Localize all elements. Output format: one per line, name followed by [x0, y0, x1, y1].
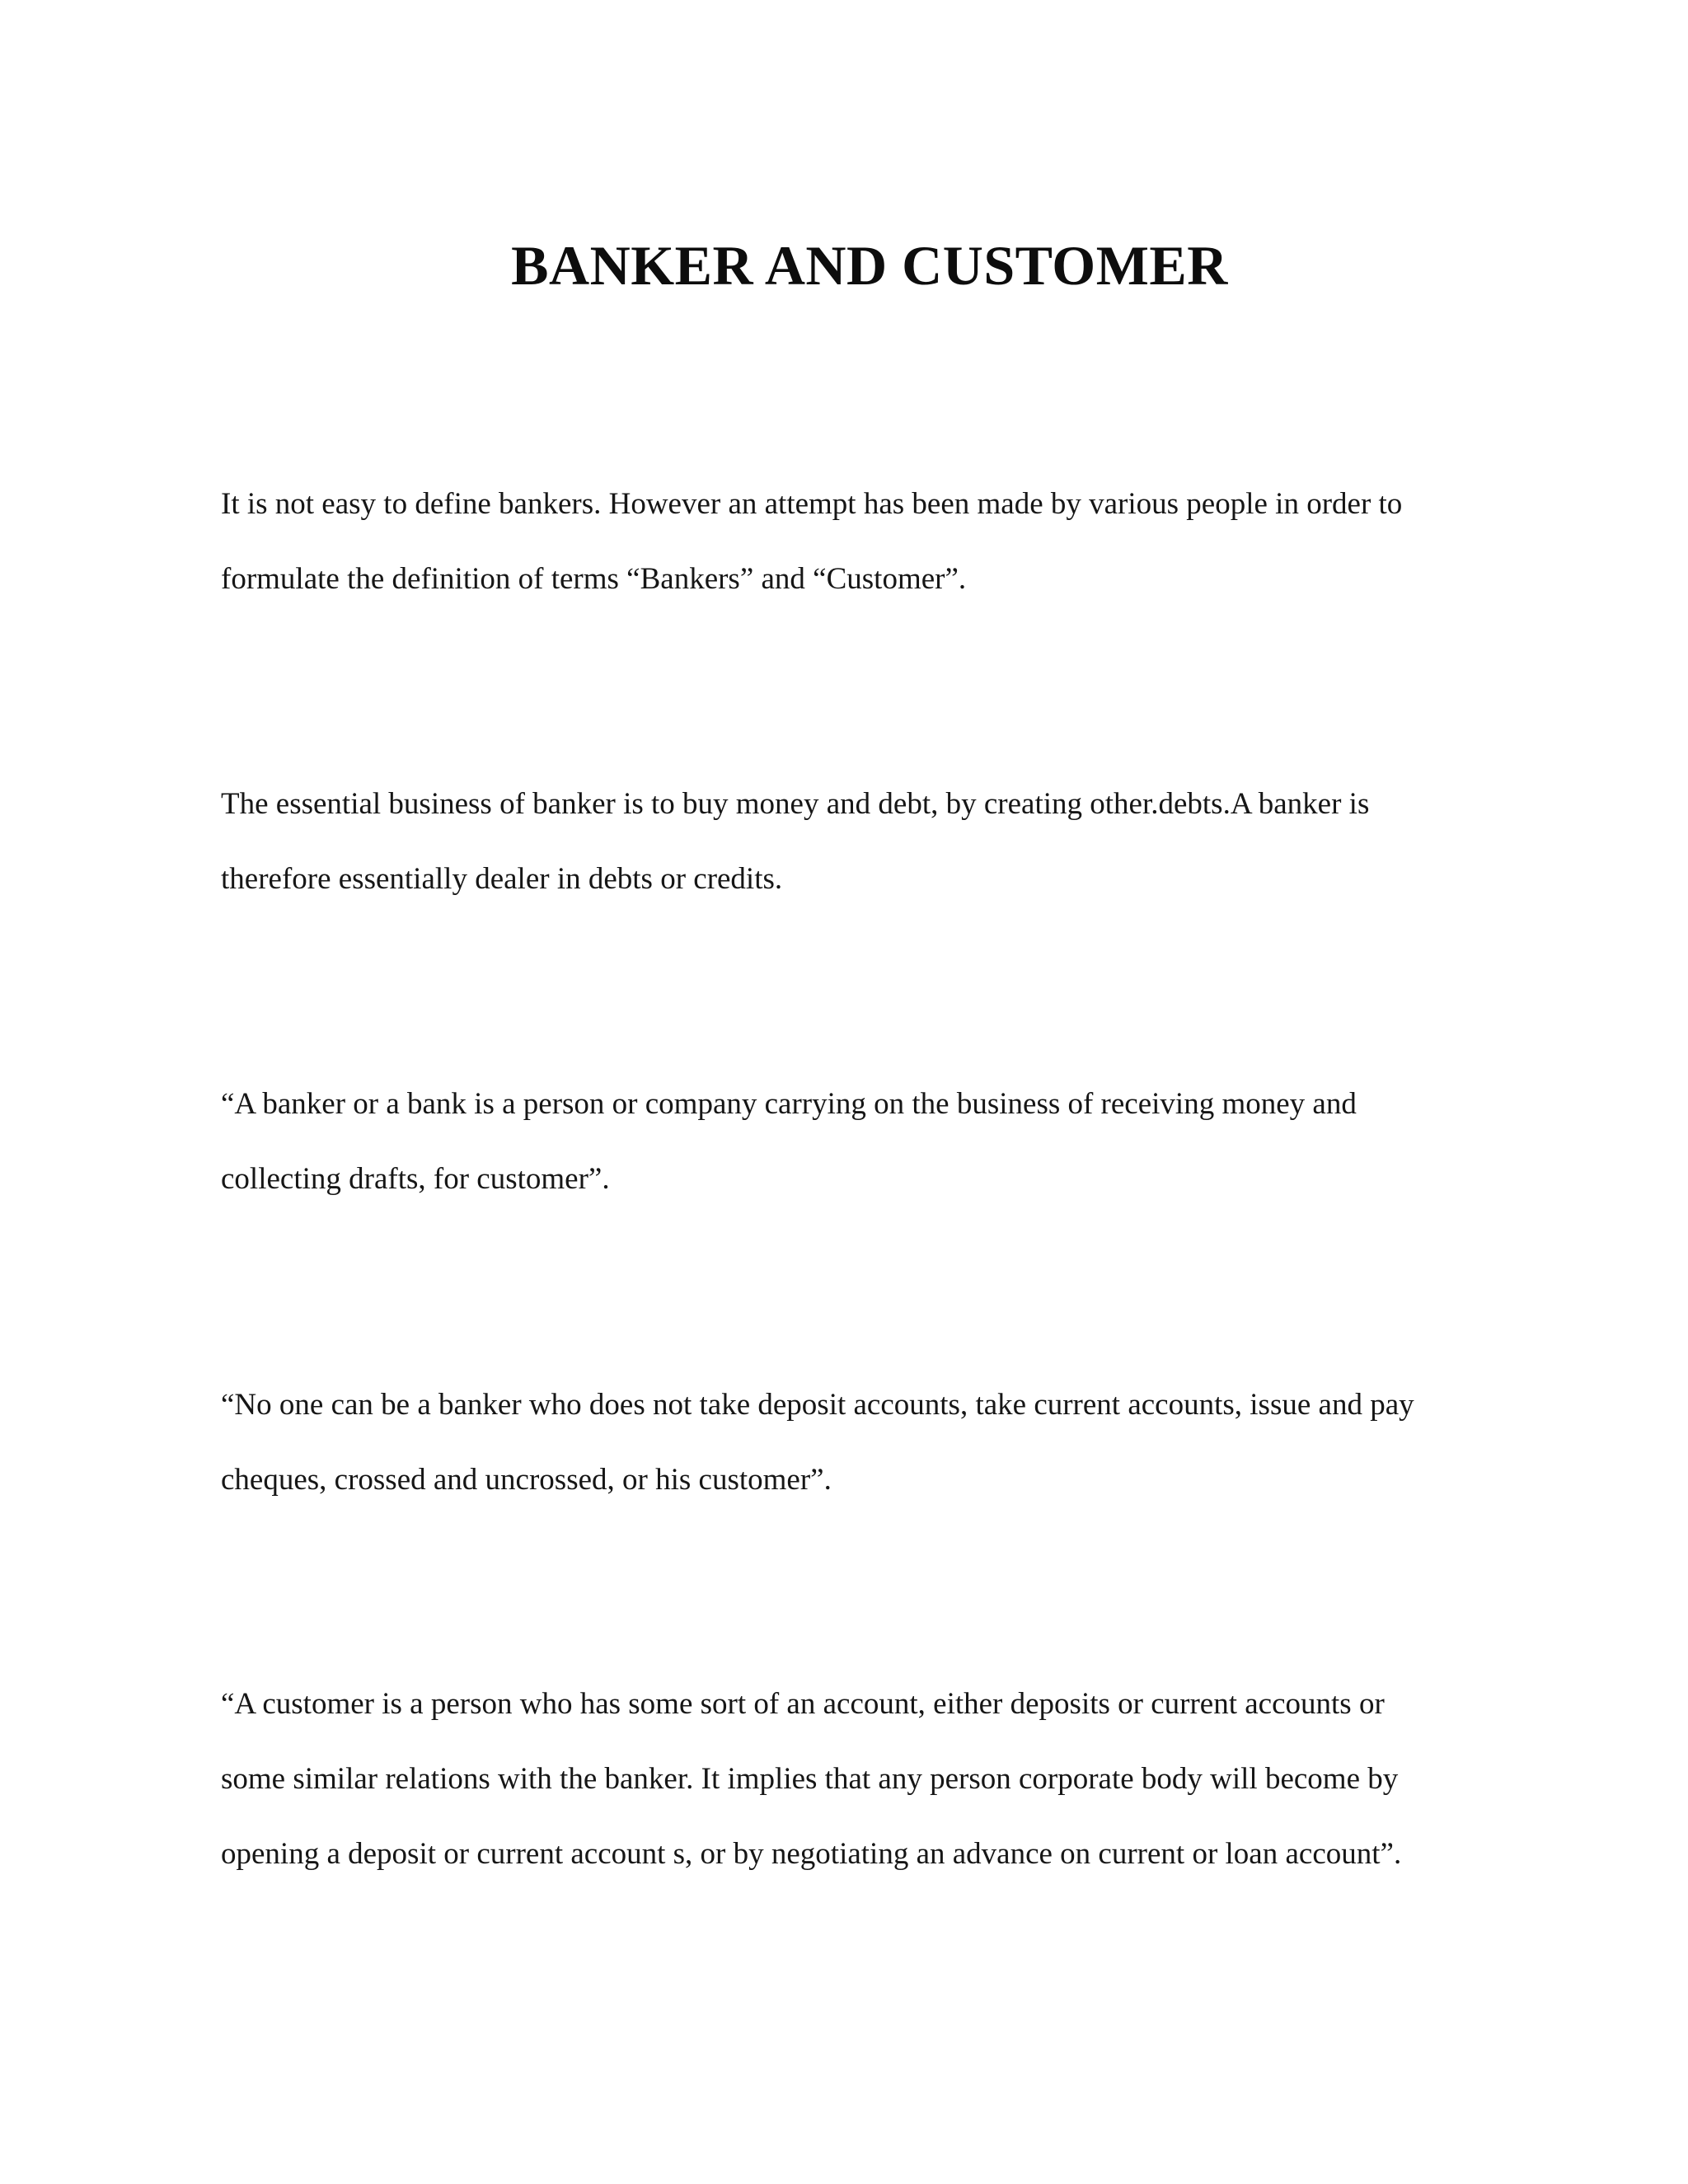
paragraph-line: The essential business of banker is to buy money and debt, by creating other.debts.A banker is	[221, 787, 1370, 821]
paragraph-line: “No one can be a banker who does not take deposit accounts, take current accounts, issue and pay	[221, 1388, 1414, 1422]
paragraph-line: “A banker or a bank is a person or company carrying on the business of receiving money and	[221, 1087, 1357, 1121]
paragraph-line: cheques, crossed and uncrossed, or his customer”.	[221, 1463, 832, 1497]
paragraph-deposit-quote	[221, 1367, 1507, 1517]
paragraph-line: some similar relations with the banker. It implies that any person corporate body will become by	[221, 1762, 1399, 1796]
paragraph-essential-business	[221, 766, 1507, 916]
paragraph-line: formulate the definition of terms “Bankers” and “Customer”.	[221, 562, 967, 596]
paragraph-customer-quote	[221, 1666, 1507, 1891]
paragraph-definition-intro	[221, 466, 1507, 616]
paragraph-line: therefore essentially dealer in debts or credits.	[221, 862, 783, 896]
paragraph-line: opening a deposit or current account s, or by negotiating an advance on current or loan account”.	[221, 1837, 1402, 1871]
paragraph-line: “A customer is a person who has some sort of an account, either deposits or current accounts or	[221, 1687, 1385, 1721]
paragraph-banker-quote	[221, 1066, 1507, 1216]
paragraph-line: collecting drafts, for customer”.	[221, 1162, 610, 1196]
page-title: BANKER AND CUSTOMER	[511, 234, 1228, 297]
paragraph-line: It is not easy to define bankers. However an attempt has been made by various people in order to	[221, 487, 1403, 521]
